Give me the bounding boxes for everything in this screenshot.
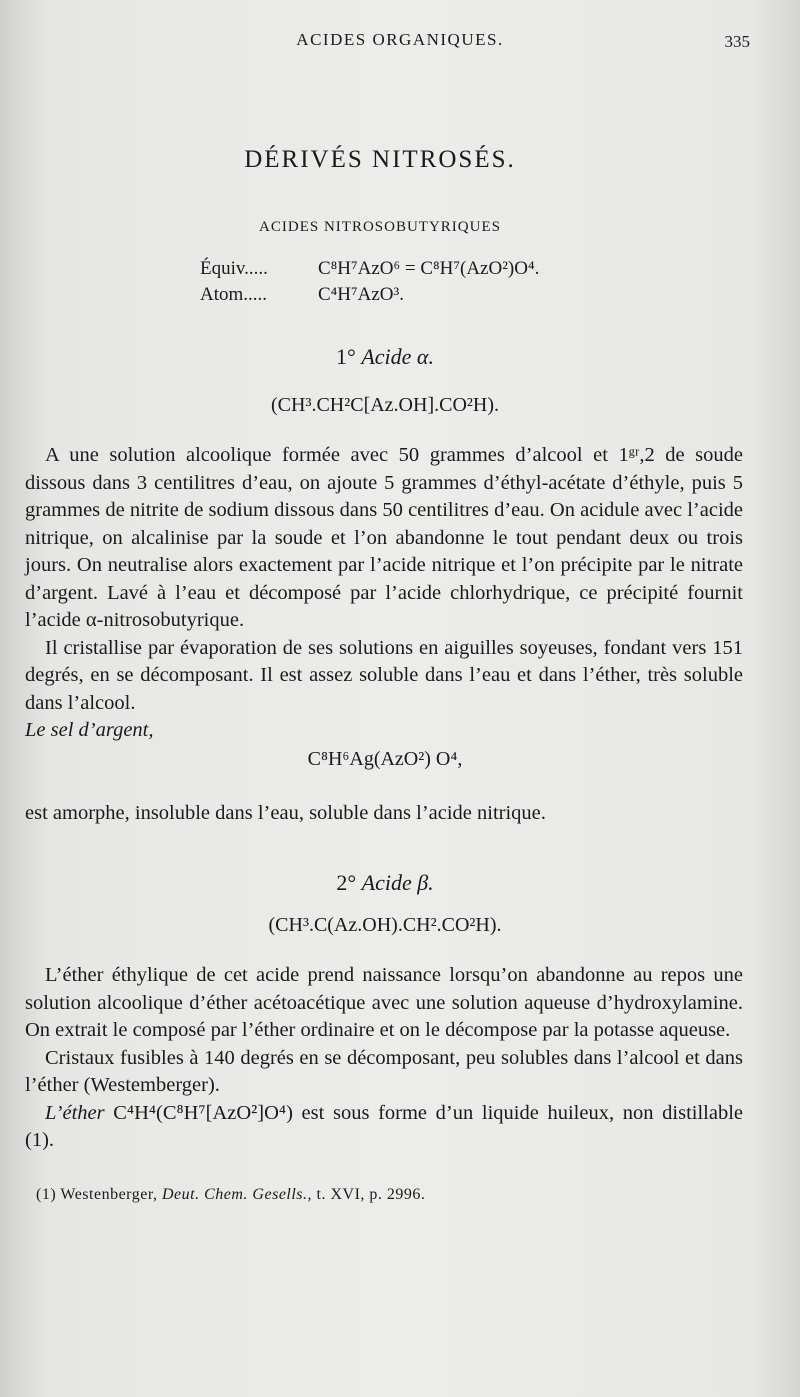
footnote-marker: (1) bbox=[36, 1186, 57, 1203]
acid-beta-body bbox=[25, 962, 743, 1155]
acid-alpha-body bbox=[25, 442, 743, 745]
silver-salt-label: Le sel d’argent, bbox=[25, 719, 154, 741]
subsection-title: ACIDES NITROSOBUTYRIQUES bbox=[259, 219, 501, 235]
acid-beta-formula: (CH³.C(Az.OH).CH².CO²H). bbox=[268, 914, 502, 936]
atom-label: Atom..... bbox=[200, 284, 268, 305]
acid-beta-number: 2° bbox=[336, 870, 357, 895]
acid-alpha-number: 1° bbox=[336, 344, 356, 369]
acid-beta-name: Acide β. bbox=[361, 870, 434, 895]
footnote bbox=[36, 1186, 425, 1204]
silver-salt-text: est amorphe, insoluble dans l’eau, soluble dans l’acide nitrique. bbox=[25, 802, 546, 824]
section-title: DÉRIVÉS NITROSÉS. bbox=[244, 146, 516, 173]
alpha-paragraph-preparation: A une solution alcoolique formée avec 50 grammes d’alcool et 1ᵍʳ,2 de soude dissous dans 3 centilitres d’eau, on ajoute 5 grammes d’éthyl-acétate d’éthyle, puis 5 grammes de nitrite de sodium dissous dans 50 centilitres d’eau. On acidule avec l’acide nitrique, on alcalinise par la soude et l’on abandonne le tout pendant deux ou trois jours. On neutralise alors exactement par l’acide nitrique et l’on précipite par le nitrate d’argent. Lavé à l’eau et décomposé par l’acide chlorhydrique, ce précipité fournit l’acide α-nitrosobutyrique. bbox=[25, 444, 743, 631]
acid-alpha-heading bbox=[0, 344, 770, 370]
equiv-formula: C⁸H⁷AzO⁶ = C⁸H⁷(AzO²)O⁴. bbox=[318, 258, 540, 279]
ether-label: L’éther bbox=[45, 1101, 105, 1124]
running-head: ACIDES ORGANIQUES. bbox=[296, 30, 504, 49]
page-number: 335 bbox=[724, 32, 750, 51]
acid-alpha-name: Acide α. bbox=[361, 344, 434, 369]
atom-formula: C⁴H⁷AzO³. bbox=[318, 284, 404, 305]
equiv-formula-row bbox=[200, 258, 539, 280]
alpha-paragraph-properties: Il cristallise par évaporation de ses solutions en aiguilles soyeuses, fondant vers 151 degrés, en se décomposant. Il est assez soluble dans l’eau et dans l’éther, très soluble dans l’alcool. bbox=[25, 636, 743, 714]
acid-alpha-formula: (CH³.CH²C[Az.OH].CO²H). bbox=[271, 394, 499, 416]
silver-salt-formula: C⁸H⁶Ag(AzO²) O⁴, bbox=[307, 748, 463, 770]
acid-beta-heading bbox=[0, 870, 770, 896]
beta-paragraph-properties: Cristaux fusibles à 140 degrés en se décomposant, peu solubles dans l’alcool et dans l’éther (Westemberger). bbox=[25, 1046, 743, 1096]
equiv-label: Équiv..... bbox=[200, 258, 268, 279]
silver-salt-description bbox=[25, 800, 743, 828]
footnote-author: Westenberger, bbox=[60, 1186, 158, 1203]
footnote-journal: Deut. Chem. Gesells., bbox=[162, 1186, 313, 1203]
atom-formula-row bbox=[200, 284, 404, 306]
beta-ether-paragraph bbox=[25, 1100, 743, 1155]
beta-paragraph-formation: L’éther éthylique de cet acide prend naissance lorsqu’on abandonne au repos une solution alcoolique d’éther acétoacétique avec une solution aqueuse d’hydroxylamine. On extrait le composé par l’éther ordinaire et on le décompose par la potasse aqueuse. bbox=[25, 964, 743, 1041]
footnote-reference: t. XVI, p. 2996. bbox=[316, 1186, 426, 1203]
ether-text: C⁴H⁴(C⁸H⁷[AzO²]O⁴) est sous forme d’un liquide huileux, non distillable (1). bbox=[25, 1101, 744, 1151]
